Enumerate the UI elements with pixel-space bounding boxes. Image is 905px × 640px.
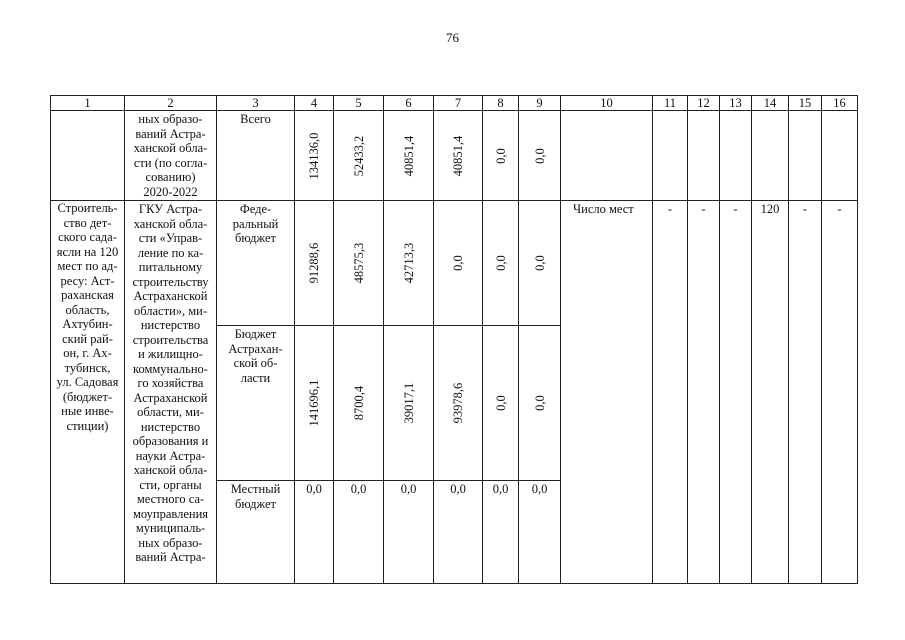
cont-col1-cell [51, 111, 125, 201]
source-cell [217, 481, 295, 584]
object-name: Строитель- ство дет- ского сада- ясли на 120 мест по ад- ресу: Аст- раханская область, Ахтубин- ский рай- он, г. Ах- тубинск, ул. Садовая (бюджет- ные инве- стиции) [56, 201, 119, 433]
header-cell: 8 [483, 96, 519, 111]
indicator-cell [561, 201, 653, 584]
empty-cell [789, 111, 822, 201]
cont-value: 0,0 [532, 147, 547, 164]
regional-value: 39017,1 [401, 382, 416, 424]
indicator-value-cell [720, 201, 752, 584]
cont-value: 52433,2 [351, 135, 366, 176]
indicator-value-cell [752, 201, 789, 584]
header-cell: 15 [789, 96, 822, 111]
header-cell: 13 [720, 96, 752, 111]
local-value: 0,0 [306, 482, 322, 496]
regional-value: 0,0 [532, 395, 547, 411]
source-cell [217, 326, 295, 481]
value-cell [519, 201, 561, 326]
federal-label: Феде- ральный бюджет [232, 202, 279, 245]
local-value: 0,0 [531, 482, 548, 496]
cont-source-cell [217, 111, 295, 201]
empty-cell [653, 111, 688, 201]
value-cell [295, 111, 334, 201]
cont-executor-text: ных образо- ваний Астра- ханской обла- сти (по согла- сованию) 2020-2022 [133, 112, 208, 199]
value-cell [483, 326, 519, 481]
indicator-value: 120 [760, 202, 780, 216]
local-value: 0,0 [492, 482, 509, 496]
cont-executor-cell [125, 111, 217, 201]
header-row [51, 96, 858, 111]
header-cell: 12 [688, 96, 720, 111]
value-cell [384, 481, 434, 584]
cont-source-label: Всего [240, 112, 271, 126]
header-cell: 7 [434, 96, 483, 111]
value-cell [295, 201, 334, 326]
indicator-value: - [837, 202, 842, 216]
local-value: 0,0 [450, 482, 466, 496]
indicator-value: - [802, 202, 808, 216]
local-value: 0,0 [400, 482, 417, 496]
empty-cell [561, 111, 653, 201]
indicator-name: Число мест [573, 202, 634, 216]
header-cell: 2 [125, 96, 217, 111]
value-cell [483, 111, 519, 201]
value-cell [434, 111, 483, 201]
indicator-value-cell [688, 201, 720, 584]
cont-value: 40851,4 [401, 135, 416, 176]
regional-label: Бюджет Астрахан- ской об- ласти [228, 327, 283, 385]
value-cell [334, 111, 384, 201]
regional-value: 0,0 [493, 395, 508, 411]
local-label: Местный бюджет [230, 482, 281, 511]
regional-value: 141696,1 [306, 379, 321, 427]
table-row [51, 201, 858, 326]
value-cell [384, 326, 434, 481]
indicator-value-cell [822, 201, 858, 584]
value-cell [384, 111, 434, 201]
page-number: 76 [446, 30, 459, 45]
value-cell [519, 326, 561, 481]
empty-cell [822, 111, 858, 201]
value-cell [483, 481, 519, 584]
indicator-value-cell [789, 201, 822, 584]
value-cell [334, 326, 384, 481]
header-cell: 4 [295, 96, 334, 111]
header-cell: 11 [653, 96, 688, 111]
regional-value: 8700,4 [351, 385, 366, 421]
value-cell [434, 326, 483, 481]
budget-table [50, 95, 858, 584]
value-cell [483, 201, 519, 326]
indicator-value: - [733, 202, 738, 216]
indicator-value: - [701, 202, 706, 216]
header-cell: 10 [561, 96, 653, 111]
federal-value: 91288,6 [306, 242, 321, 284]
federal-value: 0,0 [532, 255, 547, 271]
value-cell [434, 481, 483, 584]
indicator-value: - [667, 202, 673, 216]
header-cell: 6 [384, 96, 434, 111]
object-name-cell [51, 201, 125, 584]
value-cell [519, 111, 561, 201]
source-cell [217, 201, 295, 326]
value-cell [295, 481, 334, 584]
cont-value: 40851,4 [450, 135, 465, 176]
header-cell: 5 [334, 96, 384, 111]
header-cell: 14 [752, 96, 789, 111]
empty-cell [720, 111, 752, 201]
executor-cell [125, 201, 217, 584]
local-value: 0,0 [350, 482, 367, 496]
header-cell: 16 [822, 96, 858, 111]
empty-cell [752, 111, 789, 201]
value-cell [434, 201, 483, 326]
federal-value: 48575,3 [351, 242, 366, 284]
indicator-value-cell [653, 201, 688, 584]
header-cell: 9 [519, 96, 561, 111]
regional-value: 93978,6 [450, 382, 465, 424]
empty-cell [688, 111, 720, 201]
header-cell: 1 [51, 96, 125, 111]
federal-value: 0,0 [493, 255, 508, 271]
value-cell [384, 201, 434, 326]
cont-value: 134136,0 [306, 132, 321, 179]
value-cell [519, 481, 561, 584]
cont-value: 0,0 [493, 147, 508, 164]
table-row [51, 111, 858, 201]
value-cell [334, 481, 384, 584]
value-cell [334, 201, 384, 326]
executor-text: ГКУ Астра- ханской обла- сти «Управ- ление по ка- питальному строительству Астраханской области», ми- нистерство строительства и жилищно- коммунально- го хозяйства Астраханской области, ми- нистерство образования и науки Астра- ханской обла- сти, органы местного са- моуправления муниципаль- ных образо- ваний Астра- [132, 202, 209, 564]
value-cell [295, 326, 334, 481]
federal-value: 42713,3 [401, 242, 416, 284]
federal-value: 0,0 [450, 255, 465, 271]
header-cell: 3 [217, 96, 295, 111]
